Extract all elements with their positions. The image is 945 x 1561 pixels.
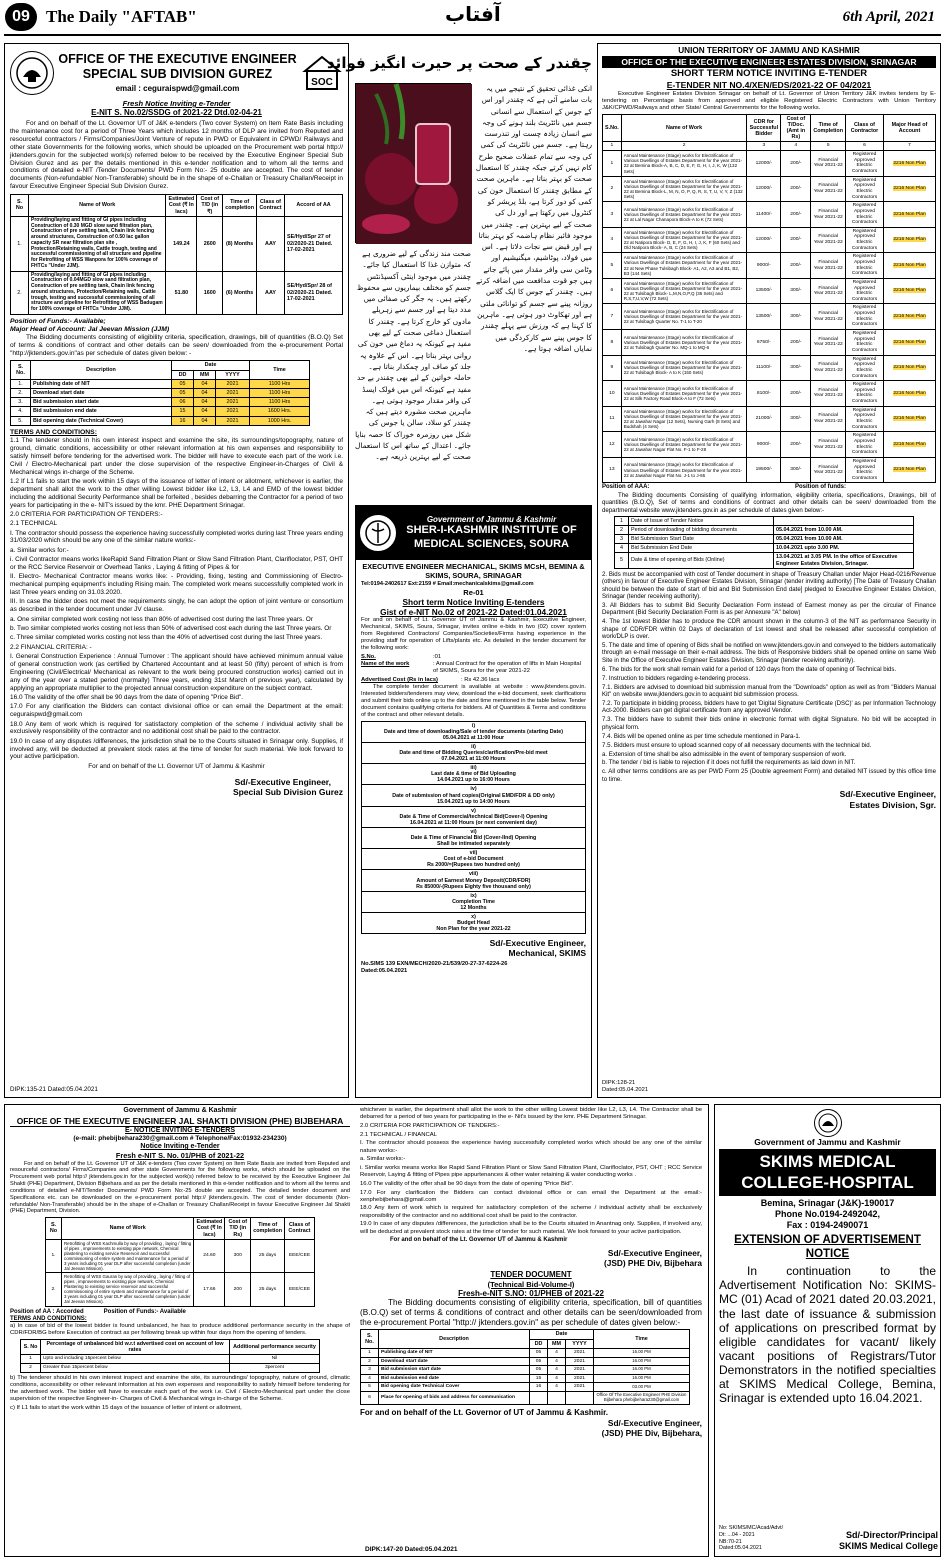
college-sig-2: SKIMS Medical College [838,1540,938,1551]
table-row: 9 Annual Maintenance (Stage) works for Electrification of Various Dwellings of Estates Department for the year 2021-22 at Tulsibagh Block- A to K (150 Sets) 11100/- 300/- Financial Year 2021-22 Registered Approved Electric Contractors 2216 Non Plan [603,355,936,381]
terms-item: c. Three similar completed works costing not less than the 40% of advertised cost during the last Three years. [10,634,323,642]
phe-terms-title: TERMS AND CONDITIONS: [10,1315,87,1322]
nit-number: E-NIT S. No.02/SSDG of 2021-22 Dtd.02-04-21 [91,108,262,118]
col-work: Name of Work [29,195,166,217]
terms-item: 2.2 FINANCIAL CRITERIA: - [10,643,92,651]
td-for: For and on behalf of the Lt. Governor of UT of Jammu & Kashmir. [360,1407,609,1417]
table-row: 2 Download start date 05 4 2021 16.00 PM [361,1357,690,1366]
college-banner: SKIMS MEDICAL COLLEGE-HOSPITAL [719,1149,936,1196]
criteria-item: 19.0 In case of any disputes /differences, the jurisdiction shall be to the Courts situated in Anantnag only. Supplies, if involved any, will be deducted at prevalent stock rates at the time of tender for such material. We look forward to your active participation. [360,1221,702,1235]
table-row: ix) Completion Time 12 Months [362,891,586,912]
phe-perf-table: S. No Percentage of unbalanced bid w.r.t advertised cost on account of low rates Additional performance security 1 Upto and including 15percent below Nil 2 Greater than 15percent below 3percent [20,1339,320,1373]
phe-sig-1: Sd/-Executive Engineer, [607,1247,702,1258]
table-row: 5 Annual Maintenance (Stage) works for Electrification of Various Dwellings of Estates Department for the year 2021-22 at New Phase Tulsibagh Block- A1, A2, A3 and B1, B2, B3 (144 Sets) 9000/- 200/- Financial Year 2021-22 Registered Approved Electric Contractors 2216 Non Plan [603,253,936,279]
table-row: 2 Annual Maintenance (Stage) works for Electrification of Various Dwellings of Estates Department for the year 2021-22 at Bemina Block-L, M, N, O, P, Q, R, S, T, U, V, Y, Z (132 Sets) 12000/- 200/- Financial Year 2021-22 Registered Approved Electric Contractors 2216 Non Plan [603,176,936,202]
terms-item: 19.0 In case of any disputes /differences, the jurisdiction shall be to the Courts situated in Srinagar only. Supplies, if involved any, will be deducted at prevalent stock rates at the time of tender for such material. We look forward to your active participation. [10,737,343,761]
skims-inst-1: SHER-I-KASHMIR INSTITUTE OF [406,524,577,537]
major-head-badge: 2216 Non Plan [893,160,926,166]
major-head-badge: 2216 Non Plan [893,441,926,447]
jk-emblem-icon [814,1109,842,1137]
terms-item: 2.0 CRITERIA FOR PARTICIPATION OF TENDERS:- [10,510,163,518]
table-row: 1. Retrofitting of WSS Kachmulla by way of providing , laying / fitting of pipes , improvements to existing pipe network, Chemical plastering to existing service Reservoir and successful commissioning of entire system and maintenance for a period of 3 years including 01 year DLP after successful completion (under Jal Jeevan Mission). 24.60 300 25 days EEE/CEE [46,1239,315,1272]
col-class: Class of Contract [257,195,285,217]
td-sig-1: Sd/-Executive Engineer, [607,1417,702,1428]
phe-for-behalf: For and on behalf of the Lt. Governor UT of Jammu & Kashmir [390,1237,568,1244]
page-number: 09 [5,3,37,31]
masthead-urdu-logo: آفتاب [445,2,501,26]
phe-notice: Notice Inviting e-Tender [140,1143,220,1151]
position-funds: Position of Funds:- Available; [10,317,106,325]
college-ref-1: No: SKIMS/MC/Acad/Advt/ [719,1525,784,1531]
criteria-item: 17.0 For any clarification the Bidders can contact divisional office or can email the Department at the email:- xenphebijbehara@gmail.com [360,1189,702,1203]
terms-item: 18.0 Any item of work which is required for satisfactory completion of the scheme / individual activity shall be exclusively responsibility of the contractor and no additional cost shall be paid to the contractor. [10,720,343,736]
major-head-badge: 2216 Non Plan [893,365,926,371]
terms-item: 2.1 TECHNICAL [10,520,58,528]
article-headline: چقندر کے صحت پر حیرت انگیز فوائد [327,54,592,72]
skims-sig-2: Mechanical, SKIMS [508,948,586,959]
college-phone: Phone No.0194-2492042, [774,1209,881,1220]
estates-schedule-table [614,516,914,569]
skims-gist: Gist of e-NIT No.02 of 2021-22 Dated:01.04.2021 [380,606,567,617]
table-row: 5. Bid opening date (Technical Cover) 16 04 2021 1000 Hrs. [11,416,310,425]
major-head: Major Head of Account: Jal Jeevan Mission (JJM) [10,326,170,334]
masthead-date: 6th April, 2021 [842,9,935,25]
masthead-rule [4,34,941,36]
terms-list [10,437,343,761]
table-row: 1 Publishing date of NIT 05 4 2021 16.00 PM [361,1348,690,1357]
terms-item: 17.0 For any clarification the Bidders can contact divisional office or can email the Department at the email: ceguraispwd@gmail.com [10,703,343,719]
phe-term-c: c) If L1 fails to start the work within 15 days of the issuance of letter of intent or allotment, [10,1405,242,1412]
skims-govt: Government of Jammu & Kashmir [426,514,557,524]
estates-funds: Position of funds: [795,484,846,491]
college-sig-1: Sd/-Director/Principal [845,1529,938,1540]
skims-dates-table [361,721,586,934]
estates-office: OFFICE OF THE EXECUTIVE ENGINEER ESTATES DIVISION, SRINAGAR [602,56,936,68]
table-row: 4. Bid submission end date 15 04 2021 1600 Hrs. [11,407,310,416]
condition-item: a. Extension of time shall be also admissible in the event of temporary suspension of work. [602,750,847,758]
table-row: 3. Bid submission start date 06 04 2021 1100 Hrs [11,398,310,407]
condition-item: 7.2. To participate in bidding process, bidders have to get 'Digital Signature Certificate (DSC)' as per Information Technology Act-2000. Bidders can get digital certificate from any approved Vendor. [602,699,936,715]
table-row: 11 Annual Maintenance (Stage) works for Electrification of Various Dwellings of Estates Department for the year 2021-22 at Jawahar Nagar (12 Sets), Nursing Garh (8 Sets) and Budshah (4 Sets) 21000/- 300/- Financial Year 2021-22 Registered Approved Electric Contractors 2216 Non Plan [603,406,936,432]
phe-col2-top: whichever is earlier, the department shall allot the work to the other willing Lowest bidder like L2, L3, L4. The Contractor shall be debarred for a period of two years for participating in the e- Nit's issued by the kmr. PHE Department Srinagar. [360,1107,702,1121]
skims-college-notice [714,1104,941,1557]
estates-dipk: DIPK:128-21 Dated:05.04.2021 [602,1080,649,1094]
estates-intro: Executive Engineer Estates Division Srinagar on behalf of Lt. Governor of Union Territory J&K invites tenders by E-tendering on Percentage basis from approved and eligible Registered Electric Contractors with Union Territory J&K/CPWD/Railways and other State/ Central Governments for the following works. [602,90,936,111]
skims-ref: No.SIMS 139 EXN/MECH/2020-21/539/20-27-37-6224-26 [361,960,508,967]
division-title: SPECIAL SUB DIVISION GUREZ [82,67,273,82]
phe-intro: For and on behalf of the Lt. Governor UT of J&K e-tenders (Two cover System) on Item Rate Basis are invited from Reputed and resourceful contractors/ Firms/Companies and other state Governments for the following works, which should be uploaded on the Procurement web portal http:// jktenders.gov.in for the subjected work(s) referred below to be received by the Executive Engineer Jal Shakti (PHE) Department, Division Bijbehara and as per the details mentioned in this e-tender notification and to whom all the terms and conditions of detailed e-NIT/Tender Documents/ PWD Form No:-25 double are accepted. The detailed tender document and Specifications etc. can be downloaded on the e-procurement portal http:// jktenders.gov.in. The cost of tender documents (Non-refundable/ Non-Transferable) should be in the shape of e-Challan or Treasury Challan/Receipt in favour Executive Engineer Jal Shakti (PHE) Department, Division. [10,1160,350,1215]
article-column-left: صحت مند زندگی کے لیے ضروری ہے کہ متوازن غذا کا استعمال کیا جائے۔ چقندر میں موجود اینٹی آکسیڈنٹس جسم کو مختلف بیماریوں سے محفوظ رکھتے ہیں۔ یہ جگر کی صفائی میں مدد دیتا ہے اور جسم سے زہریلے مادوں کو خارج کرتا ہے۔ چقندر کا استعمال دماغی صحت کے لیے بھی مفید ہے کیونکہ یہ دماغ میں خون کی روانی بہتر بناتا ہے۔ اس کے علاوہ یہ جلد کو صاف اور چمکدار بناتا ہے۔ حاملہ خواتین کے لیے بھی چقندر بے حد مفید ہے کیونکہ اس میں فولک ایسڈ کی وافر مقدار موجود ہوتی ہے۔ ماہرین صحت مشورہ دیتے ہیں کہ چقندر کو سلاد، سالن یا جوس کی شکل میں روزمرہ خوراک کا حصہ بنایا جائے۔ اعتدال کے ساتھ اس کا استعمال صحت کے لیے بہترین ذریعہ ہے۔ [355,249,471,462]
major-head-badge: 2216 Non Plan [893,339,926,345]
major-head-badge: 2216 Non Plan [893,262,926,268]
signature-title: Sd/-Executive Engineer, [234,777,331,788]
td-sub: (Technical Bid-Volume-I) [487,1279,575,1289]
phe-nit: Fresh e-NIT S. No. 01/PHB of 2021-22 [115,1150,245,1160]
phe-funds: Position of Funds:- Available [103,1308,186,1315]
major-head-badge: 2216 Non Plan [893,467,926,473]
estates-sig-1: Sd/-Executive Engineer, [839,789,936,800]
phe-sub: E- NOTICE INVITING E-TENDERS [124,1126,236,1134]
college-fax: Fax : 0194-2490071 [786,1220,869,1231]
major-head-badge: 2216 Non Plan [893,390,926,396]
table-row: 1 Annual Maintenance (Stage) works for Electrification of Various Dwellings of Estates Department for the year 2021-22 at Bemina Block-A, B, C, D, E, F, G, H, I, J, K, W (132 Sets) 12000/- 200/- Financial Year 2021-22 Registered Approved Electric Contractors 2216 Non Plan [603,151,936,177]
estates-aaa: Position of AAA: [602,484,650,491]
condition-item: 5. The date and time of opening of Bids shall be notified on www.jktenders.gov.in and conveyed to the bidders automatically through an e-mail message on their e-mail address. The bids of Responsive bidders shall be opened online on same Web Site in the Office of Executive Engineer Estates Division, Srinagar (tender receiving authority). [602,642,936,664]
skims-re: Re-01 [463,587,484,597]
table-row: 2 Period of downloading of bidding documents 05.04.2021 from 10.00 AM. [615,525,914,534]
phe-term-a: a) In case of bid of the lowest bidder is found unbalanced, he has to produce additional performance security in the shape of CDR/FDR/BG before Execution of contract as per following break up within four days from the opening of tenders. [10,1323,350,1337]
table-row: 5 Date & time of opening of Bids (Online) 13.04.2021 at 3.05 PM. In the office of Executive Engineer Estates Division, Srinagar. [615,553,914,568]
skims-notice-title: Short term Notice Inviting E-tenders [402,596,545,607]
major-head-badge: 2216 Non Plan [893,288,926,294]
terms-item: 1.2 If L1 fails to start the work within 15 days of the issuance of letter of intent or allotment, whichever is earlier, the department shall allot the work to the other willing Lowest bidder like L2, L3, L4 and EMD of the lowest bidder including the additional Security Performance shall be forfeited , besides debarring the Contractor for a period of two years for participating in the e- NIT's issued by the kmr. PHE Department Srinagar. [10,477,343,509]
major-head-badge: 2216 Non Plan [893,237,926,243]
condition-item: 2. Bids must be accompanied with cost of Tender document in shape of Treasury Challan under Major Head-0216/Revenue (others) in favour of Executive Engineer Estates Division, Srinagar (tender inviting authority) [The Date of Treasury Challan should be between the date of start of bid and Bid Submission End date] pledged to Executive Engineer Estates Division, Srinagar (tender receiving authority). [602,570,936,600]
phe-title: OFFICE OF THE EXECUTIVE ENGINEER JAL SHAKTI DIVISION (PHE) BIJBEHARA [10,1116,350,1127]
table-row: 10 Annual Maintenance (Stage) works for Electrification of Various Dwellings of Estates Department for the year 2021-22 at Silk Factory Road Block-A to F (72 Sets) 8100/- 200/- Financial Year 2021-22 Registered Approved Electric Contractors 2216 Non Plan [603,381,936,407]
table-row: 3 Bid Submission Start Date 05.04.2021 from 10.00 AM. [615,534,914,543]
skims-tel: Tel:0194-2402617 Ext:2159 # Email:mechanicalskims@gmail.com [361,580,534,587]
table-row: v) Date & Time of Commercial/technical Bid(Cover-I) Opening 16.04.2021 at 11:00 Hours (or next convenient day) [362,806,586,827]
td-title: TENDER DOCUMENT [490,1269,572,1279]
condition-item: 7.1. Bidders are advised to download bid submission manual from the "Downloads" option as well as from "Bidders Manual Kit" on website www.jktenders.gov.in to acquaint bid submission process. [602,683,936,699]
article-column-right: انکی غذائی تحقیق کے نتیجے میں یہ بات سامنے آئی ہے کہ چقندر اور اس کے جوس کے استعمال سے انسانی جسم میں نائٹریٹ بلند ہونے کی وجہ سے انسان زیادہ چست اور تندرست رہتا ہے۔ جسم میں نائٹریٹ کی کمی کی وجہ سے تمام عضلات صحیح طرح کام نہیں کرتے جبکہ چقندر کا استعمال صحت کو بہتر بناتا ہے۔ ماہرین صحت کے مطابق چقندر کا استعمال خون کی کمی کو دور کرتا ہے، بلڈ پریشر کو کنٹرول میں رکھتا ہے اور دل کی صحت کے لیے بہترین ہے۔ چقندر میں موجود فائبر نظام ہاضمہ کو بہتر بناتا ہے اور قبض سے نجات دلاتا ہے۔ اس میں فولاد، پوٹاشیم، میگنیشیم اور وٹامن سی وافر مقدار میں پائے جاتے ہیں جو قوت مدافعت میں اضافہ کرتے ہیں۔ چقندر کے جوس کا ایک گلاس روزانہ پینے سے جسم کو توانائی ملتی ہے اور تھکاوٹ دور ہوتی ہے۔ ماہرین کا کہنا ہے کہ ورزش سے پہلے چقندر کا جوس پینے سے کارکردگی میں نمایاں اضافہ ہوتا ہے۔ [475,84,592,353]
table-row: 1 Date of Issue of Tender Notice [615,516,914,525]
skims-emblem-icon [360,515,396,551]
condition-item: 7.3. The bidders have to submit their bids online in electronic format with digital Signature. No bid will be accepted in physical form. [602,716,936,731]
estates-nit: E-TENDER NIT NO.4/XEN/EDS/2021-22 OF 04/2021 [666,80,872,91]
notice-intro: For and on behalf of the Lt. Governor UT of J&K e-tenders (Two cover System) on Item Rate Basis including the maintenance cost for a period of Three Years which includes 12 months of DLP are invited from Reputed and resourceful contractors / Firms/Companies/Joint Venture of repute in PWD or Equivalent in CPWD/ Railways and other state Governments for the following works, which should be uploaded on the Procurement web portal http:// jktenders.gov.in for the subjected work(s) referred below to be received by the Executive Engineer Special Sub Division Gurez and as per the details mentioned in this e-tender notification and to whom all the terms and conditions of detailed e-NIT /Tender Documents/ PWD Form No:- 25 double are accepted. The cost of tender documents (Non-refundable/ Non-Transferable) should be in the shape of e-Challan or Treasury Challan/Receipt in favour Executive Engineer Special Sub Division Gurez. [10,119,343,191]
office-email: email : ceguraispwd@gmail.com [115,84,240,94]
phe-sig-2: (JSD) PHE Div, Bijbehara [603,1257,702,1268]
extension-title: EXTENSION OF ADVERTISEMENT [734,1234,921,1247]
notice-title: Fresh Notice Inviting e-Tender [122,99,231,108]
col-time: Time of completion [223,195,257,217]
jk-emblem-icon [10,51,54,95]
terms-item: a. Similar works for:- [10,546,69,554]
estates-bidding: The Bidding documents Consisting of qualifying information, eligibility criteria, specifications, Drawings, bill of quantities (B.O.Q), Set of terms and conditions of contract and other details can be seen/ downloaded from the departmental website www.jktenders.gov.in as per schedule of dates given below:- [602,491,936,514]
for-behalf: For and on behalf of the Lt. Governor UT of Jammu & Kashmir [88,763,265,771]
major-head-badge: 2216 Non Plan [893,211,926,217]
beetroot-photo [355,83,471,243]
td-schedule-rows [361,1348,690,1404]
skims-dated: Dated:05.04.2021 [361,967,408,974]
condition-item: 6. The bids for the work shall remain valid for a period of 120 days from the date of opening of Technical bids. [602,665,897,673]
dipk-ref: DIPK:135-21 Dated:05.04.2021 [10,1086,98,1094]
td-para: The Bidding documents consisting of eligibility criteria, specification, bill of quantities (B.O.Q) set of terms & conditions of contract and other details can be seen/downloaded from the e-procurement Portal "http:// jktenders.gov.in" as per schedule of dates given below:- [360,1298,702,1328]
college-govt: Government of Jammu and Kashmir [754,1137,901,1147]
col-td: Cost of T/D (in ₹) [197,195,223,217]
terms-item: 1.1 The tenderer should in his own interest inspect and examine the site, its surroundings/topography, nature of ground, climatic conditions, accessibility or other relevant information at his own expenses and responsibility to satisfy himself before tendering for the advertised work. The bidder will have to execute each part of the work i.e. Civil / Electro-Mechanical part under the close supervision of the respective Engineer-in-Charges of Civil & Mechanical wings in-charge of the Scheme. [10,437,343,476]
table-row: 8 Annual Maintenance (Stage) works for Electrification of Various Dwellings of Estates Department for the year 2021-22 at Tulsibagh Quarter No. MQ-1 to MQ-6 6750/- 200/- Financial Year 2021-22 Registered Approved Electric Contractors 2216 Non Plan [603,330,936,356]
table-row: 4 Bid submission end date 15 4 2021 16.00 PM [361,1374,690,1383]
condition-item: c. All other terms conditions are as per PWD Form 25 (Double agreement Form) and detailed NIT issued by this office time to time. [602,768,936,783]
table-row: ii) Date and time of Bidding Queries/clarification/Pre-bid meet 07.04.2021 at 11:00 Hours [362,743,586,764]
college-ref-2: Dt: ...04 - 2021 [719,1531,755,1538]
criteria-item: i. Similar works means works like Rapid Sand Filtration Plant or Slow Sand Filtration Plant, Clarifloclator, PST, OHT ; RCC Service Reservoir, Laying & fitting of Pipes pipe appurtenances & other water retaining & water conducting works . [360,1164,702,1179]
condition-item: 7.5. Bidders must ensure to upload scanned copy of all necessary documents with the technical bid. [602,741,872,749]
condition-item: 4. The 1st lowest Bidder has to produce the CDR amount shown in the column-3 of the NIT as performance Security in shape of CDR/FDR within 02 Days of declaration of 1st lowest and shall be released after successful completion of work/DLP is over. [602,618,936,641]
estates-conditions [602,571,936,783]
condition-item: 7. Instruction to bidders regarding e-tendering process. [602,674,751,682]
table-row: vi) Date & Time of Financial Bid (Cover-IInd) Opening Shall be intimated separately [362,827,586,848]
terms-item: i. Civil Contractor means works likeRapid Sand Filtration Plant or Slow Sand Filtration Plant, Clarifloclator, PST, OHT or the RCC Service Reservoir or Overhead Tanks , Laying & fitting of Pipes & for [10,556,343,572]
terms-item: I. General Construction Experience : Annual Turnover : The applicant should have achieved minimum annual value of general construction work (as certified by Chartered Accountant and at least 50 (fifty) percent of which is from Engineering (Civil/Electrical/ Mechanical as relevant to the work being procured construction works) carried out in any of the year over a stated period (normally) Three years, ending 31st March of previous year), calculated by applying an appropriate multiplier to the projected annual construction expenditure on the subject contract. [10,653,343,692]
table-row: 13 Annual Maintenance (Stage) works for Electrification of Various Dwellings of Estates Department for the year 2021-22 at Jawahar Nagar Flat No. J-1 to J-65 19500/- 300/- Financial Year 2021-22 Registered Approved Electric Contractors 2216 Non Plan [603,457,936,483]
table-row: 12 Annual Maintenance (Stage) works for Electrification of Various Dwellings of Estates Department for the year 2021-22 at Jawahar Nagar Flat No. F-1 to F-28 9000/- 200/- Financial Year 2021-22 Registered Approved Electric Contractors 2216 Non Plan [603,432,936,458]
terms-item: a. One similar completed work costing not less than 80% of advertised cost during the last Three years. Or [10,615,313,623]
college-nb: NB:70-21 [719,1538,742,1545]
table-row: 2. Providing/laying and fitting of GI pipes including Construction of 0.04MGD slow sand filtration plan, Construction of pre settling tank, Chain link fencing around structures, Protection/Retaining walls, Cattle trough, testing and successful commissioning of all structure and pipeline for Retrofitting of WSS Badugam for 100% coverage of FHTCs "Under JJM). 51.80 1600 (6) Months AAY SE/Hyd/Spr/ 28 of 02/2020-21 Dated. 17-02-2021 [11,271,343,314]
criteria-item: 16.0 The validity of the offer shall be 90 days from the date of opening "Price Bid". [360,1180,574,1187]
college-address: Bemina, Srinagar (J&K)-190017 [760,1198,895,1209]
works-table [10,194,343,315]
schedule-table: S. No. Description Date Time DD MM YYYY 1. Publishing date of NIT 05 04 2021 1100 Hrs 2. Download start date 05 04 2021 1100 Hrs 3. Bid submission start date 06 04 2021 1100 Hrs 4. Bid submission end date 15 04 2021 1600 Hrs. 5. Bid opening date (Technical Cover) 16 04 2021 1000 Hrs. [10,360,310,425]
td-schedule-table: S. No. Description Date Time DD MM YYYY 1 Publishing date of NIT 05 4 2021 16.00 PM 2 Download start date 05 4 2021 16.00 PM 3 Bid submission start date 05 4 2021 16.00 PM 4 Bid submission end date 15 4 2021 16.00 PM 5 Bid opening date Technical Cover 16 4 2021 03.00 PM 6 Place for opening of bids and address for communication Office Of The Executive Engineer PHE Division Bijbehara phebijbehara230@gmail.com [360,1329,690,1404]
phe-aa: Position of AA : Accorded [10,1308,84,1315]
skims-office: EXECUTIVE ENGINEER MECHANICAL, SKIMS MCsH, BEMINA & SKIMS, SOURA, SRINAGAR [362,562,585,580]
table-row: iii) Last date & time of Bid Uploading 14.04.2021 up to 16:00 Hours [362,764,586,785]
bidding-para: The Bidding documents consisting of eligibility criteria, specification, drawings, bill of quantities (B.O.Q) Set of terms & conditions of contract and other details can be seen/ downloaded from the e-procurement Portal "http://jktenders.gov.in"as per schedule of dates given below: - [10,334,343,358]
extension-body: In continuation to the Advertisement Notification No: SKIMS-MC (01) Acad of 2021 dated 20.03.2021, the last date of issuance & submission of applications on prescribed format by eligible candidates for vacant/ likely vacant positions of Registrars/Tutor Demonstrators in the notified specialties at SKIMS Medical College, Bemina, Srinagar is extended upto 16.04.2021. [719,1264,936,1406]
phe-dipk: DIPK:147-20 Dated:05.04.2021 [365,1546,458,1554]
table-row: 6 Annual Maintenance (Stage) works for Electrification of Various Dwellings of Estates Department for the year 2021-22 at Tulsibagh Block- L,M,N,O,P,Q (36 Sets) and R,S,T,U,V,W (72 Sets) 13500/- 300/- Financial Year 2021-22 Registered Approved Electric Contractors 2216 Non Plan [603,278,936,304]
col-sno: S. No [11,195,29,217]
criteria-item: I. The contractor should possess the experience having successfully completed works which should be any one of the similar nature works:- [360,1140,702,1154]
terms-title: TERMS AND CONDITIONS: [10,428,97,436]
estates-sig-2: Estates Division, Sgr. [849,799,936,810]
table-row: 3 Annual Maintenance (Stage) works for Electrification of Various Dwellings of Estates Department for the year 2021-22 at Lal Nagar Chanapora Block-A to K (72 Sets) 11400/- 200/- Financial Year 2021-22 Registered Approved Electric Contractors 2216 Non Plan [603,202,936,228]
table-row: 4 Annual Maintenance (Stage) works for Electrification of Various Dwellings of Estates Department for the year 2021-22 at Natipora Block- D, E, F, G, H, I, J, K, F (60 Sets) and Old Natipora Block- A, B, C (24 Sets) 12000/- 200/- Financial Year 2021-22 Registered Approved Electric Contractors 2216 Non Plan [603,227,936,253]
college-dated: Dated:05.04.2021 [719,1545,762,1552]
phe-notice [4,1104,709,1557]
phe-email: (e-mail: phebijbehara230@gmail.com # Telephone/Fax:01932-234230) [73,1135,287,1143]
estates-ut: UNION TERRITORY OF JAMMU AND KASHMIR [678,46,860,55]
phe-term-b: b) The tenderer should in his own interest inspect and examine the site, its surroundings/ topography, nature of ground, climatic conditions, accessibility or other relevant information at his own expenses and responsibility to satisfy himself before tendering for the advertised work. The bidder will have to execute each part of the work i.e. Civil / Electro-Mechanical part under the close supervision of the respective Engineer-in- Charges of Civil & Mechanical wings in-charge of the Scheme. [10,1374,350,1403]
masthead [0,0,945,36]
terms-item: III. In case the bidder does not meet the requirements singly, he can adopt the option of joint venture or consortium as described in the tender document under JV clause. [10,598,343,614]
table-row: 1. Publishing date of NIT 05 04 2021 1100 Hrs [11,379,310,388]
table-row: viii) Amount of Earnest Money Deposit(CDR/FDR) Rs 85000/-(Rupees Eighty five thousand only) [362,870,586,891]
skims-intro: For and on behalf of Lt. Governor UT of Jammu & Kashmir, Executive Engineer, Mechanical, SKIMS, Soura, Srinagar, invites online e-bids in two (02) cover system from Registered Contractors/ Companies/Societies/Firms having experience in the providing staff for operation of Lifts/plants etc. As detailed in the tender document for the following work: [361,616,586,652]
terms-item: II. Electro- Mechanical Contractor means works like: - Providing, fixing, testing and Commissioning of Electro- mechanical pumping equipment's including Rising main. The completed work means successfully completed work in last Three years ending on 31.03.2020. [10,573,343,597]
office-title: OFFICE OF THE EXECUTIVE ENGINEER [58,51,297,66]
skims-detail: The complete tender document is available at website : www.jktenders.gov.in. Interested bidders/tenderers may view, download the e-bid document, seek clarifications and submit their bids online up to the date and time mentioned in the table below. Tender document contains qualifying criteria for bidders. All of Quantities & Terms and conditions of the contract and other relevant details. [361,684,586,718]
estates-works-table: S.No. Name of Work CDR for Successful Bidder Cost of T/Doc. (Amt in Rs) Time of Completion Class of Contractor Major Head of Account 1 2 3 4 5 6 7 1 Annual Maintenance (Stage) works for Electrification of Various Dwellings of Estates Department for the year 2021-22 at Bemina Block-A, B, C, D, E, F, G, H, I, J, K, W (132 Sets) 12000/- 200/- Financial Year 2021-22 Registered Approved Electric Contractors 2216 Non Plan 2 Annual Maintenance (Stage) works for Electrification of Various Dwellings of Estates Department for the year 2021-22 at Bemina Block-L, M, N, O, P, Q, R, S, T, U, V, Y, Z (132 Sets) 12000/- 200/- Financial Year 2021-22 Registered Approved Electric Contractors 2216 Non Plan 3 Annual Maintenance (Stage) works for Electrification of Various Dwellings of Estates Department for the year 2021-22 at Lal Nagar Chanapora Block-A to K (72 Sets) 11400/- 200/- Financial Year 2021-22 Registered Approved Electric Contractors 2216 Non Plan 4 Annual Maintenance (Stage) works for Electrification of Various Dwellings of Estates Department for the year 2021-22 at Natipora Block- D, E, F, G, H, I, J, K, F (60 Sets) and Old Natipora Block- A, B, C (24 Sets) 12000/- 200/- Financial Year 2021-22 Registered Approved Electric Contractors 2216 Non Plan 5 Annual Maintenance (Stage) works for Electrification of Various Dwellings of Estates Department for the year 2021-22 at New Phase Tulsibagh Block- A1, A2, A3 and B1, B2, B3 (144 Sets) 9000/- 200/- Financial Year 2021-22 Registered Approved Electric Contractors 2216 Non Plan 6 Annual Maintenance (Stage) works for Electrification of Various Dwellings of Estates Department for the year 2021-22 at Tulsibagh Block- L,M,N,O,P,Q (36 Sets) and R,S,T,U,V,W (72 Sets) 13500/- 300/- Financial Year 2021-22 Registered Approved Electric Contractors 2216 Non Plan 7 Annual Maintenance (Stage) works for Electrification of Various Dwellings of Estates Department for the year 2021-22 at Tulsibagh Quarter No. T-1 to T-20 13500/- 300/- Financial Year 2021-22 Registered Approved Electric Contractors 2216 Non Plan 8 Annual Maintenance (Stage) works for Electrification of Various Dwellings of Estates Department for the year 2021-22 at Tulsibagh Quarter No. MQ-1 to MQ-6 6750/- 200/- Financial Year 2021-22 Registered Approved Electric Contractors 2216 Non Plan 9 Annual Maintenance (Stage) works for Electrification of Various Dwellings of Estates Department for the year 2021-22 at Tulsibagh Block- A to K (150 Sets) 11100/- 300/- Financial Year 2021-22 Registered Approved Electric Contractors 2216 Non Plan 10 Annual Maintenance (Stage) works for Electrification of Various Dwellings of Estates Department for the year 2021-22 at Silk Factory Road Block-A to F (72 Sets) 8100/- 200/- Financial Year 2021-22 Registered Approved Electric Contractors 2216 Non Plan 11 Annual Maintenance (Stage) works for Electrification of Various Dwellings of Estates Department for the year 2021-22 at Jawahar Nagar (12 Sets), Nursing Garh (8 Sets) and Budshah (4 Sets) 21000/- 300/- Financial Year 2021-22 Registered Approved Electric Contractors 2216 Non Plan 12 Annual Maintenance (Stage) works for Electrification of Various Dwellings of Estates Department for the year 2021-22 at Jawahar Nagar Flat No. F-1 to F-28 9000/- 200/- Financial Year 2021-22 Registered Approved Electric Contractors 2216 Non Plan 13 Annual Maintenance (Stage) works for Electrification of Various Dwellings of Estates Department for the year 2021-22 at Jawahar Nagar Flat No. J-1 to J-65 19500/- 300/- Financial Year 2021-22 Registered Approved Electric Contractors 2216 Non Plan [602,114,936,484]
phe-criteria [360,1123,702,1236]
schedule-rows [11,379,310,425]
table-row: 7 Annual Maintenance (Stage) works for Electrification of Various Dwellings of Estates Department for the year 2021-22 at Tulsibagh Quarter No. T-1 to T-20 13500/- 300/- Financial Year 2021-22 Registered Approved Electric Contractors 2216 Non Plan [603,304,936,330]
phe-works-table: S. No Name of Work Estimated Cost (₹ In lacs) Cost of T/D (in Rs) Time of completion Class of Contract 1. Retrofitting of WSS Kachmulla by way of providing , laying / fitting of pipes , improvements to existing pipe network, Chemical plastering to existing service Reservoir and successful commissioning of entire system and maintenance for a period of 3 years including 01 year DLP after successful completion (under Jal Jeevan Mission). 24.60 300 25 days EEE/CEE 2. Retrofitting of WSS Gauran by way of providing , laying / fitting of pipes , improvements to existing pipe network, Chemical Plastering to existing service reservoir and successful commissioning of entire system and maintenance for a period of 3 years including 01 year DLP after successful completion (under Jal Jeevan Mission). 17.66 200 25 days EEE/CEE [45,1217,315,1306]
major-head-badge: 2216 Non Plan [893,313,926,319]
col-accord: Accord of AA [285,195,343,217]
table-row: 4 Bid Submission End Date 10.04.2021 upto 3.00 PM. [615,544,914,553]
table-row: i) Date and time of downloading/Sale of tender documents (starting Date) 05.04.2021 at 11:00 Hour [362,721,586,742]
major-head-badge: 2216 Non Plan [893,186,926,192]
criteria-item: a. Similar works:- [360,1156,406,1163]
table-row: x) Budget Head Non Plan for the year 2021-22 [362,912,586,933]
urdu-article [327,43,592,503]
table-row: 6 Place for opening of bids and address for communication Office Of The Executive Engineer PHE Division Bijbehara phebijbehara230@gmail.com [361,1392,690,1405]
paper-name: The Daily "AFTAB" [46,7,197,26]
td-nit: Fresh-e-NIT S.NO: 01/PHEB of 2021-22 [458,1288,604,1298]
condition-item: 3. All Bidders has to submit Bid Security Declaration Form instead of Earnest money as per the circular of Finance Department (Bid Security Declaration Form is as per Annexure "A" below) [602,601,936,617]
td-sig-2: (JSD) PHE Div, Bijbehara, [601,1427,702,1438]
condition-item: 7.4. Bids will be opened online as per time schedule mentioned in Para-1. [602,732,801,740]
estates-notice-title: SHORT TERM NOTICE INVITING E-TENDER [670,68,868,80]
col-cost: Estimated Cost (₹ In lacs) [166,195,197,217]
table-row: 1. Providing/laying and fitting of GI pipes including Construction of 0.30 MGD slow sand filtration plan, Construction of pre settling tank, Chain link fencing around structures, Construction of 0.50 lac gallon capacity SR near filtration plan site , Protection/Retaining walls, Cattle trough, testing and successful commissioning of all structure and pipeline for Retrofiting of WSS Wanpora for 100% coverage of FHTCs "Under JJM). 149.24 2600 (8) Months AAY SE/Hyd/Spr 27 of 02/2020-21 Dated. 17-02-2021 [11,216,343,271]
condition-item: b. The tender / bid is liable to rejection if it does not fulfill the requirements as laid down in NIT. [602,759,856,767]
phe-govt: Government of Jammu & Kashmir [123,1107,237,1114]
skims-mech-notice: Government of Jammu & Kashmir SHER-I-KASHMIR INSTITUTE OF MEDICAL SCIENCES, SOURA EXECUTIVE ENGINEER MECHANICAL, SKIMS MCsH, BEMINA & SKIMS, SOURA, SRINAGAR Tel:0194-2402617 Ext:2159 # Email:mechanicalskims@gmail.com Re-01 Short term Notice Inviting E-tenders Gist of e-NIT No.02 of 2021-22 Dated:01.04.2021 For and on behalf of Lt. Governor UT of Jammu & Kashmir, Executive Engineer, Mechanical, SKIMS, Soura, Srinagar, invites online e-bids in two (02) cover system from Registered Contractors/ Companies/Societies/Firms having experience in the providing staff for operation of Lifts/plants etc. As detailed in the tender document for the following work: S.No. :01 Name of the work : Annual Contract for the operation of lifts in Main Hospital of SKIMS, Soura for the year 2021-22 Advertised Cost (Rs in lacs) : Rs 42.36 lacs The complete tender document is available at website : www.jktenders.gov.in. Interested bidders/tenderers may view, download the e-bid document, seek clarifications and submit their bids online up to the date and time mentioned in the table below. Tender document contains qualifying criteria for bidders. All of Quantities & Terms and conditions of the contract and other relevant details. i) Date and time of downloading/Sale of tender documents (starting Date) 05.04.2021 at 11:00 Hour ii) Date and time of Bidding Queries/clarification/Pre-bid meet 07.04.2021 at 11:00 Hours iii) Last date & time of Bid Uploading 14.04.2021 up to 16:00 Hours iv) Date of submission of hard copies(Original EMD/FDR & DD only) 15.04.2021 up to 14:00 Hours v) Date & Time of Commercial/technical Bid(Cover-I) Opening 16.04.2021 at 11:00 Hours (or next convenient day) vi) Date & Time of Financial Bid (Cover-IInd) Opening Shall be intimated separately vii) Cost of e-bid Document Rs 2000/=(Rupees two hundred only) viii) Amount of Earnest Money Deposit(CDR/FDR) Rs 85000/-(Rupees Eighty five thousand only) ix) Completion Time 12 Months x) Budget Head Non Plan for the year 2021-22 Sd/-Executive Engineer, Mechanical, SKIMS No.SIMS 139 EXN/MECH/2020-21/539/20-27-37-6224-26 Dated:05.04.2021 [355,505,592,1098]
criteria-item: 2.0 CRITERIA FOR PARTICIPATION OF TENDERS:- [360,1122,500,1129]
estates-notice [597,43,941,1098]
table-row: vii) Cost of e-bid Document Rs 2000/=(Rupees two hundred only) [362,849,586,870]
terms-item: b. Two similar completed works costing not less than 50% of advertised cost each during the last Three years. Or [10,625,332,633]
signature-office: Special Sub Division Gurez [232,787,343,798]
svg-text:SOC: SOC [311,77,333,88]
skims-sig-1: Sd/-Executive Engineer, [489,938,586,949]
gurez-notice [4,43,349,1098]
criteria-item: 2.1 TECHNICAL / FINANCAL [360,1131,437,1138]
table-row: 2. Retrofitting of WSS Gauran by way of providing , laying / fitting of pipes , improvements to existing pipe network, Chemical Plastering to existing service reservoir and successful commissioning of entire system and maintenance for a period of 3 years including 01 year DLP after successful completion (under Jal Jeevan Mission). 17.66 200 25 days EEE/CEE [46,1273,315,1306]
major-head-badge: 2216 Non Plan [893,416,926,422]
estates-rows [603,151,936,483]
criteria-item: 18.0 Any item of work which is required for satisfactory completion of the scheme / individual activity shall be exclusively responsibility of the contractor and no additional cost shall be paid to the contractor. [360,1205,702,1219]
extension-notice: NOTICE [805,1248,850,1261]
skims-inst-2: MEDICAL SCIENCES, SOURA [413,537,570,550]
terms-item: 16.0 The validity of the offer shall be 90 days from the date of opening "Price Bid". [10,693,244,701]
table-row: 5 Bid opening date Technical Cover 16 4 2021 03.00 PM [361,1383,690,1392]
table-row: 3 Bid submission start date 05 4 2021 16.00 PM [361,1366,690,1375]
table-row: iv) Date of submission of hard copies(Original EMD/FDR & DD only) 15.04.2021 up to 14:00 Hours [362,785,586,806]
table-row: 2. Download start date 05 04 2021 1100 Hrs [11,389,310,398]
terms-item: I. The contractor should possess the experience having successfully completed works during last Three years ending 31/03/2020 which should be any one of the similar nature works:- [10,529,343,545]
